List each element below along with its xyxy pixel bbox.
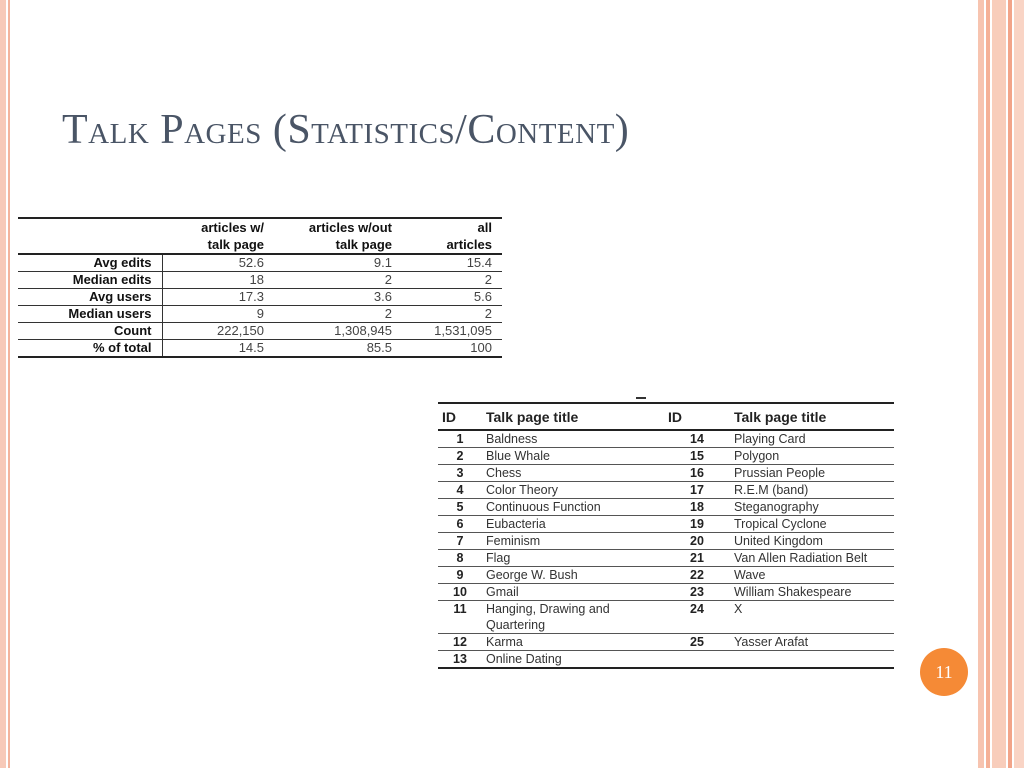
table-row <box>438 651 894 669</box>
id-cell: 7 <box>438 533 482 550</box>
title-cell: Flag <box>482 550 664 567</box>
table-row <box>438 430 894 448</box>
id-cell: 25 <box>664 634 730 651</box>
id-cell: 4 <box>438 482 482 499</box>
table-row <box>438 482 894 499</box>
table-mark <box>636 397 646 399</box>
id-cell: 6 <box>438 516 482 533</box>
table-row <box>18 254 502 272</box>
table-row <box>438 584 894 601</box>
row-label: Avg users <box>18 289 162 306</box>
id-cell: 13 <box>438 651 482 669</box>
table-row <box>438 533 894 550</box>
right-border-stripe <box>1014 0 1024 768</box>
table-cell: 2 <box>402 272 502 289</box>
row-label: % of total <box>18 340 162 358</box>
table-cell: 1,531,095 <box>402 323 502 340</box>
table-cell: 17.3 <box>162 289 274 306</box>
id-cell: 8 <box>438 550 482 567</box>
header-all-articles: all articles <box>446 220 492 252</box>
table-row <box>438 499 894 516</box>
title-cell: X <box>730 601 894 634</box>
id-cell: 21 <box>664 550 730 567</box>
id-cell: 22 <box>664 567 730 584</box>
row-label: Count <box>18 323 162 340</box>
id-cell: 9 <box>438 567 482 584</box>
table-cell: 52.6 <box>162 254 274 272</box>
title-cell: Baldness <box>482 430 664 448</box>
left-border-stripe <box>0 0 6 768</box>
table-cell: 85.5 <box>274 340 402 358</box>
id-cell: 24 <box>664 601 730 634</box>
title-cell: Color Theory <box>482 482 664 499</box>
id-cell: 23 <box>664 584 730 601</box>
title-cell: Karma <box>482 634 664 651</box>
statistics-header-row <box>18 218 502 254</box>
header-id: ID <box>668 409 682 425</box>
title-cell: R.E.M (band) <box>730 482 894 499</box>
table-row <box>438 634 894 651</box>
id-cell: 10 <box>438 584 482 601</box>
id-cell <box>664 651 730 669</box>
right-border-stripe <box>978 0 984 768</box>
id-cell: 19 <box>664 516 730 533</box>
talk-page-title-table <box>438 402 894 669</box>
id-cell: 5 <box>438 499 482 516</box>
title-cell: Blue Whale <box>482 448 664 465</box>
slide-title: Talk Pages (Statistics/Content) <box>62 107 630 153</box>
id-cell: 1 <box>438 430 482 448</box>
table-cell: 15.4 <box>402 254 502 272</box>
header-talk-page-title: Talk page title <box>486 409 579 425</box>
id-cell: 11 <box>438 601 482 634</box>
table-cell: 5.6 <box>402 289 502 306</box>
id-cell: 15 <box>664 448 730 465</box>
row-label: Avg edits <box>18 254 162 272</box>
id-cell: 12 <box>438 634 482 651</box>
table-cell: 1,308,945 <box>274 323 402 340</box>
table-cell: 9.1 <box>274 254 402 272</box>
title-cell: Steganography <box>730 499 894 516</box>
header-talk-page-title: Talk page title <box>734 409 827 425</box>
title-cell: Eubacteria <box>482 516 664 533</box>
table-cell: 100 <box>402 340 502 358</box>
title-cell: Gmail <box>482 584 664 601</box>
statistics-corner-header <box>18 218 162 254</box>
title-cell: Prussian People <box>730 465 894 482</box>
left-border-line <box>8 0 10 768</box>
right-border-stripe <box>1008 0 1012 768</box>
title-cell: Hanging, Drawing and Quartering <box>482 601 664 634</box>
table-cell: 2 <box>402 306 502 323</box>
title-cell <box>730 651 894 669</box>
table-row <box>18 306 502 323</box>
table-row <box>18 289 502 306</box>
table-cell: 222,150 <box>162 323 274 340</box>
table-row <box>438 465 894 482</box>
id-cell: 14 <box>664 430 730 448</box>
right-border-stripe <box>992 0 1006 768</box>
id-cell: 2 <box>438 448 482 465</box>
title-cell: Wave <box>730 567 894 584</box>
table-row <box>438 567 894 584</box>
id-cell: 16 <box>664 465 730 482</box>
title-cell: Continuous Function <box>482 499 664 516</box>
title-cell: Chess <box>482 465 664 482</box>
table-row <box>438 601 894 634</box>
table-row <box>18 272 502 289</box>
title-cell: George W. Bush <box>482 567 664 584</box>
header-articles-without-talk: articles w/out talk page <box>308 220 392 252</box>
title-cell: Van Allen Radiation Belt <box>730 550 894 567</box>
id-cell: 17 <box>664 482 730 499</box>
row-label: Median users <box>18 306 162 323</box>
header-id: ID <box>442 409 456 425</box>
table-cell: 2 <box>274 306 402 323</box>
right-border-stripe <box>986 0 990 768</box>
title-cell: Tropical Cyclone <box>730 516 894 533</box>
title-cell: Online Dating <box>482 651 664 669</box>
table-cell: 9 <box>162 306 274 323</box>
id-cell: 18 <box>664 499 730 516</box>
statistics-table <box>18 217 502 358</box>
table-row <box>438 448 894 465</box>
title-cell: Playing Card <box>730 430 894 448</box>
table-row <box>18 323 502 340</box>
page-number-badge: 11 <box>920 648 968 696</box>
table-cell: 2 <box>274 272 402 289</box>
title-cell: Polygon <box>730 448 894 465</box>
table-row <box>18 340 502 358</box>
row-label: Median edits <box>18 272 162 289</box>
table-cell: 14.5 <box>162 340 274 358</box>
title-cell: William Shakespeare <box>730 584 894 601</box>
header-articles-with-talk: articles w/ talk page <box>201 220 264 252</box>
table-cell: 18 <box>162 272 274 289</box>
title-cell: United Kingdom <box>730 533 894 550</box>
title-cell: Yasser Arafat <box>730 634 894 651</box>
id-cell: 3 <box>438 465 482 482</box>
table-row <box>438 550 894 567</box>
table-cell: 3.6 <box>274 289 402 306</box>
id-cell: 20 <box>664 533 730 550</box>
talk-table-header-row <box>438 403 894 430</box>
title-cell: Feminism <box>482 533 664 550</box>
table-row <box>438 516 894 533</box>
